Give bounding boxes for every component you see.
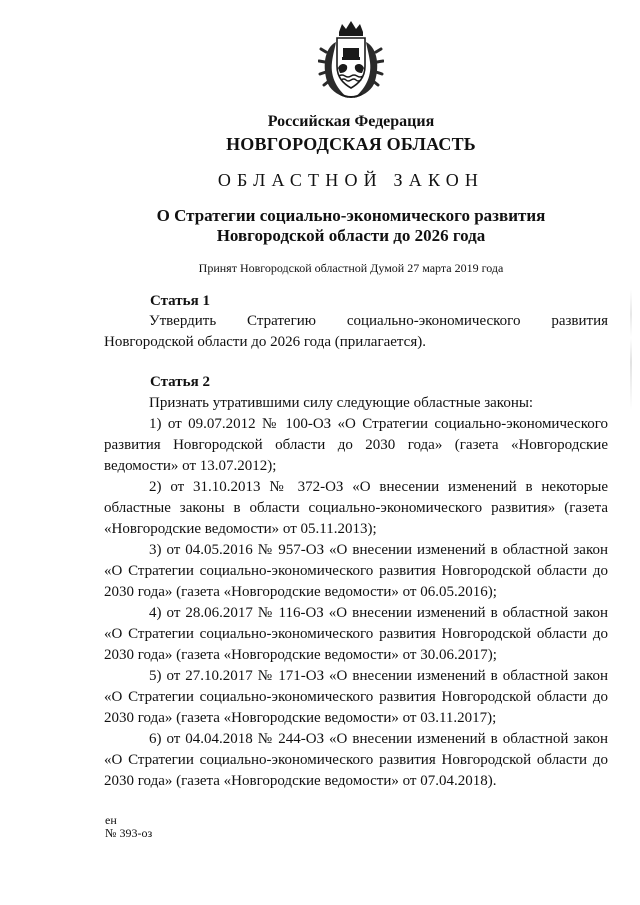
footer-initials: ен xyxy=(105,813,117,827)
law-type-heading: ОБЛАСТНОЙ ЗАКОН xyxy=(217,170,485,190)
repealed-law-item: 3) от 04.05.2016 № 957-ОЗ «О внесении изменений в областной закон «О Стратегии социально-экономического развития Новгородской области до 2030 года» (газета «Новгородские ведомости» от 06.05.2016); xyxy=(104,542,608,600)
repealed-law-item: 4) от 28.06.2017 № 116-ОЗ «О внесении изменений в областной закон «О Стратегии социально-экономического развития Новгородской области до 2030 года» (газета «Новгородские ведомости» от 30.06.2017); xyxy=(104,605,608,663)
article-1-text: Утвердить Стратегию социально-экономического развития Новгородской области до 2026 года (прилагается). xyxy=(104,313,608,350)
article-2-heading: Статья 2 xyxy=(150,374,210,390)
law-title-line-1: О Стратегии социально-экономического развития xyxy=(156,206,546,225)
country-name: Российская Федерация xyxy=(267,113,435,130)
repealed-law-item: 5) от 27.10.2017 № 171-ОЗ «О внесении изменений в областной закон «О Стратегии социально-экономического развития Новгородской области до 2030 года» (газета «Новгородские ведомости» от 03.11.2017); xyxy=(104,668,608,726)
footer-law-number: № 393-оз xyxy=(105,826,153,840)
scan-edge-mark xyxy=(630,290,632,410)
article-1-heading: Статья 1 xyxy=(150,293,210,309)
repealed-law-item: 6) от 04.04.2018 № 244-ОЗ «О внесении изменений в областной закон «О Стратегии социально-экономического развития Новгородской области до 2030 года» (газета «Новгородские ведомости» от 07.04.2018). xyxy=(104,731,608,789)
repealed-law-item: 1) от 09.07.2012 № 100-ОЗ «О Стратегии социально-экономического развития Новгородской области до 2030 года» (газета «Новгородские ведомости» от 13.07.2012); xyxy=(104,416,608,474)
region-name: НОВГОРОДСКАЯ ОБЛАСТЬ xyxy=(226,134,476,154)
coat-of-arms-emblem xyxy=(318,18,384,100)
adoption-note: Принят Новгородской областной Думой 27 марта 2019 года xyxy=(198,261,504,275)
repealed-law-item: 2) от 31.10.2013 № 372-ОЗ «О внесении изменений в некоторые областные законы в области социально-экономического развития» (газета «Новгородские ведомости» от 05.11.2013); xyxy=(104,479,608,537)
article-2-intro: Признать утратившими силу следующие областные законы: xyxy=(149,395,534,411)
law-title-line-2: Новгородской области до 2026 года xyxy=(216,226,486,245)
